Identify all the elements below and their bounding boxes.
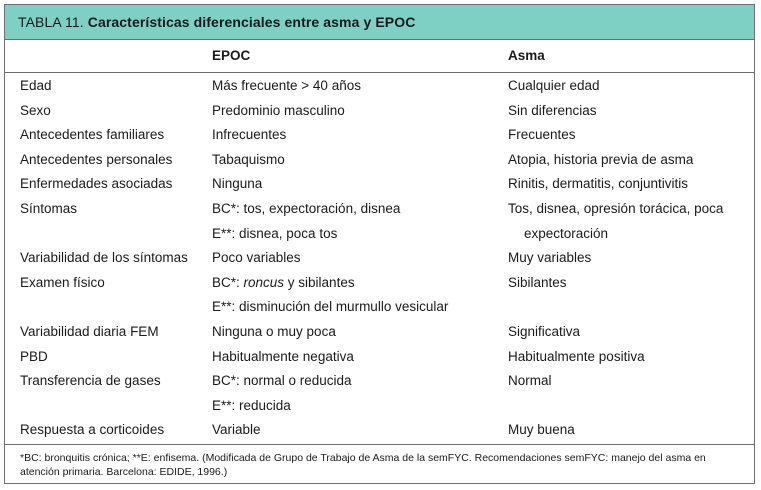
table-row: [5, 345, 754, 370]
epoc-cell: [212, 271, 355, 296]
asma-cell: Atopia, historia previa de asma: [508, 151, 694, 167]
table-row: [5, 123, 754, 148]
epoc-cell: Ninguna o muy poca: [212, 323, 336, 339]
epoc-cell: BC*: normal o reducida: [212, 373, 352, 389]
asma-cell: Normal: [508, 373, 552, 389]
table-row: [5, 99, 754, 124]
epoc-cell: Tabaquismo: [212, 151, 285, 167]
asma-cell: Sin diferencias: [508, 102, 597, 118]
row-label: Examen físico: [20, 274, 105, 290]
footnote-divider: [5, 444, 754, 445]
row-label: PBD: [20, 348, 48, 364]
row-label: Transferencia de gases: [20, 373, 161, 389]
asma-cell-line2: expectoración: [524, 225, 609, 241]
row-label: Edad: [20, 78, 52, 93]
row-label: Antecedentes familiares: [20, 127, 165, 143]
row-label: Variabilidad diaria FEM: [20, 323, 159, 339]
table-row: [5, 320, 754, 345]
asma-cell: Sibilantes: [508, 274, 567, 290]
asma-cell: Habitualmente positiva: [508, 348, 645, 364]
table-row: [5, 148, 754, 173]
epoc-cell: Infrecuentes: [212, 127, 287, 143]
asma-cell: Muy variables: [508, 250, 592, 266]
table-row: [5, 271, 754, 320]
epoc-cell: BC*: tos, expectoración, disnea: [212, 200, 401, 216]
table-row: [5, 197, 754, 246]
asma-cell: Muy buena: [508, 422, 575, 438]
table-row: [5, 172, 754, 197]
row-label: Síntomas: [20, 200, 78, 216]
column-header-asma: Asma: [508, 48, 545, 63]
header-divider: [5, 72, 754, 73]
table-footnote: *BC: bronquitis crónica; **E: enfisema. (Modificada de Grupo de Trabajo de Asma de la semFYC. Recomendaciones semFYC: manejo del asma en atención primaria. Barcelona: EDIDE, 1996.): [20, 452, 706, 478]
table-number: TABLA 11.: [18, 14, 84, 30]
epoc-cell-line2: E**: reducida: [212, 397, 291, 413]
epoc-cell: Poco variables: [212, 250, 301, 266]
row-label: Sexo: [20, 102, 51, 118]
row-label: Enfermedades asociadas: [20, 176, 173, 192]
asma-cell: Significativa: [508, 323, 581, 339]
column-header-epoc: EPOC: [212, 48, 251, 63]
epoc-cell-line2: E**: disnea, poca tos: [212, 225, 338, 241]
table-title: [18, 14, 415, 30]
table-row: [5, 74, 754, 99]
asma-cell: Cualquier edad: [508, 78, 600, 93]
epoc-cell-suffix: y sibilantes: [284, 274, 355, 290]
epoc-cell: Habitualmente negativa: [212, 348, 354, 364]
epoc-cell-italic: roncus: [243, 274, 285, 290]
row-label: Antecedentes personales: [20, 151, 173, 167]
table-title-bar: [5, 5, 754, 40]
table-body: [5, 74, 754, 443]
epoc-cell-line2: E**: disminución del murmullo vesicular: [212, 299, 449, 315]
table-title-text: Características diferenciales entre asma y EPOC: [87, 14, 416, 30]
epoc-cell: Predominio masculino: [212, 102, 345, 118]
epoc-cell: Ninguna: [212, 176, 263, 192]
asma-cell: Tos, disnea, opresión torácica, poca: [508, 200, 724, 216]
epoc-cell-prefix: BC*:: [212, 274, 244, 290]
asma-cell: Frecuentes: [508, 127, 576, 143]
row-label: Respuesta a corticoides: [20, 422, 165, 438]
table-row: [5, 246, 754, 271]
epoc-cell: Variable: [212, 422, 261, 438]
asma-cell: Rinitis, dermatitis, conjuntivitis: [508, 176, 689, 192]
row-label: Variabilidad de los síntomas: [20, 250, 188, 266]
table-row: [5, 369, 754, 418]
table-row: [5, 418, 754, 443]
epoc-cell: Más frecuente > 40 años: [212, 78, 361, 93]
table-frame: [4, 4, 755, 484]
